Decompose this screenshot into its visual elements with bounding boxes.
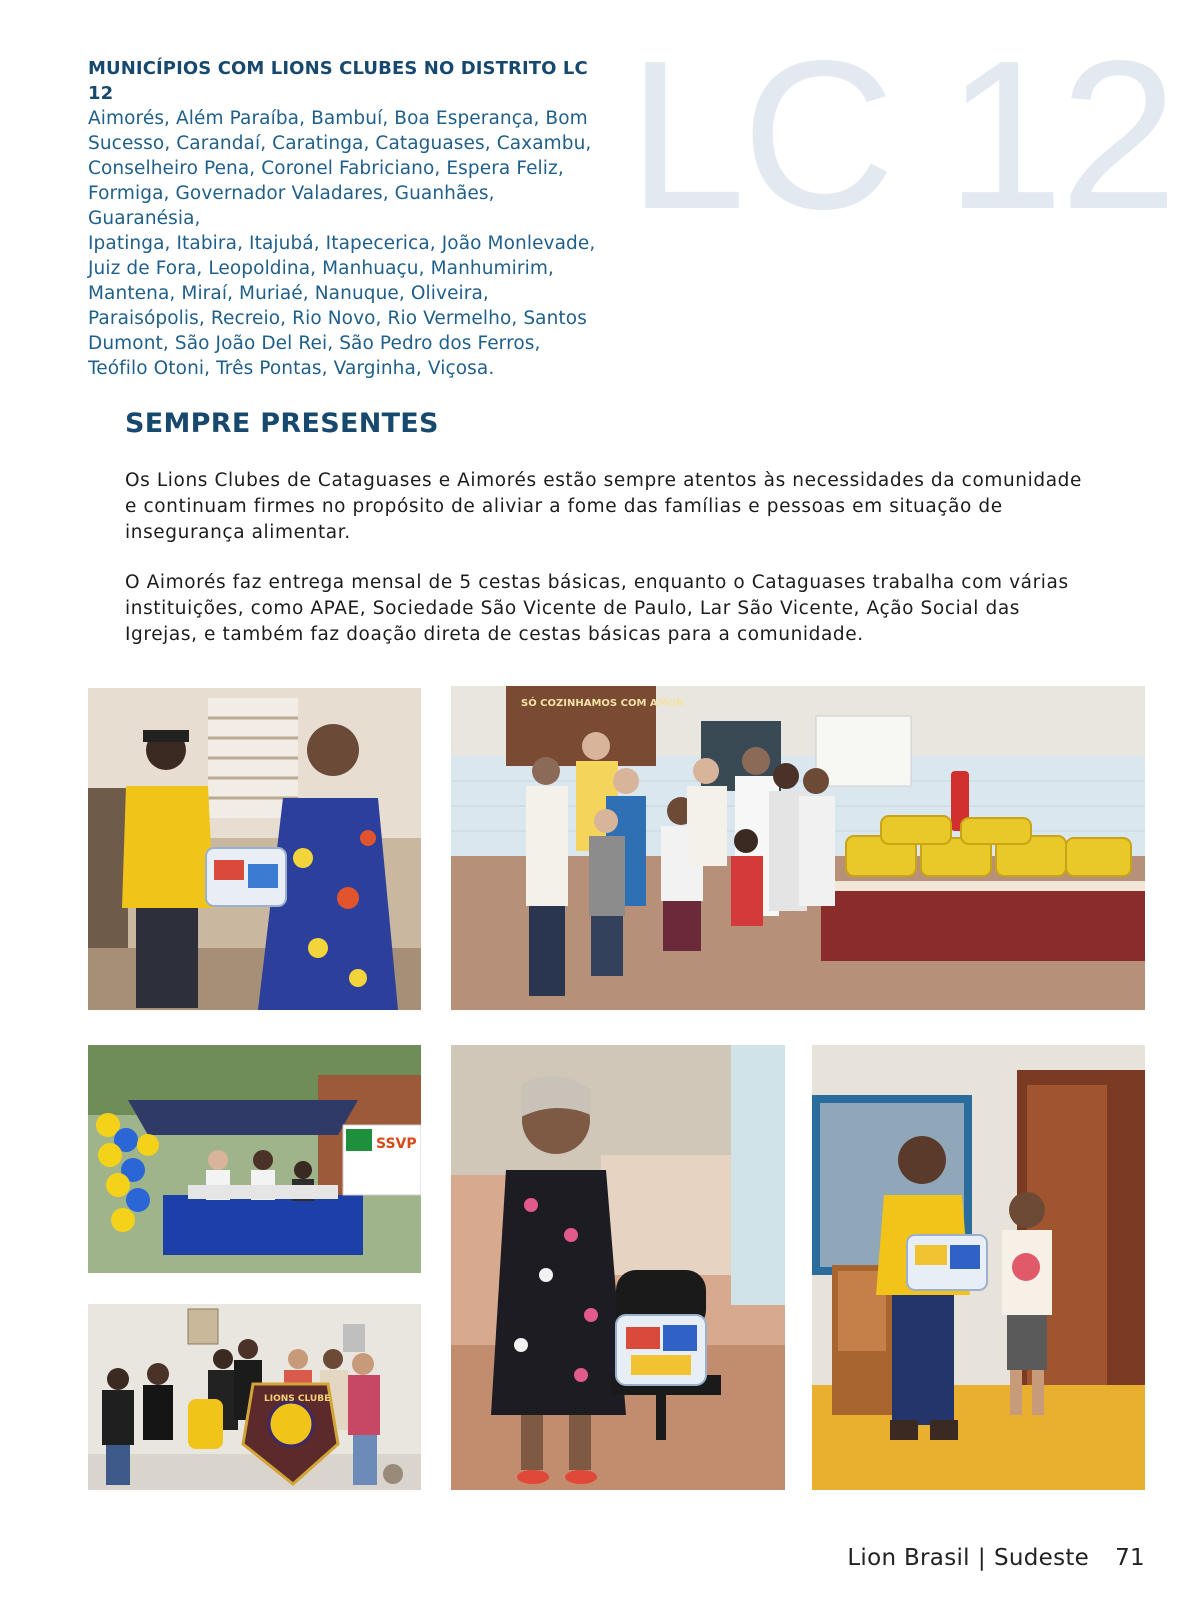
paragraph-line: e continuam firmes no propósito de aliviar a fome das famílias e pessoas em situação de [125,496,1003,517]
municipalities-line: Sucesso, Carandaí, Caratinga, Cataguases, Caxambu, [88,133,592,154]
municipalities-line: Mantena, Miraí, Muriaé, Nanuque, Oliveira, [88,283,489,304]
photo-group-banner [88,1304,421,1490]
paragraph-1 [125,468,1115,546]
municipalities-list [88,56,608,381]
paragraph-line: Os Lions Clubes de Cataguases e Aimorés estão sempre atentos às necessidades da comunidade [125,470,1082,491]
tent-sign-text: SSVP [376,1136,417,1152]
municipalities-line: Dumont, São João Del Rei, São Pedro dos Ferros, [88,333,541,354]
banner-text: LIONS CLUBE [264,1394,331,1404]
section-title: SEMPRE PRESENTES [125,408,439,439]
region-name: Sudeste [993,1545,1090,1571]
photo-elderly-woman-basket [451,1045,785,1490]
photo-outdoor-tent [88,1045,421,1273]
district-watermark: LC 12 [628,16,1174,253]
municipalities-line: Juiz de Fora, Leopoldina, Manhuaçu, Manhumirim, [88,258,554,279]
paragraph-line: insegurança alimentar. [125,522,351,543]
photo-donation-elderly-woman [88,688,421,1010]
municipalities-line: Aimorés, Além Paraíba, Bambuí, Boa Esperança, Bom [88,108,588,129]
photo-volunteer-door [812,1045,1145,1490]
municipalities-line: Conselheiro Pena, Coronel Fabriciano, Espera Feliz, [88,158,564,179]
footer-separator: | [977,1545,986,1571]
paragraph-line: instituições, como APAE, Sociedade São Vicente de Paulo, Lar São Vicente, Ação Social das [125,598,1021,619]
municipalities-line: Teófilo Otoni, Três Pontas, Varginha, Viçosa. [88,358,495,379]
municipalities-heading: MUNICÍPIOS COM LIONS CLUBES NO DISTRITO LC 12 [88,58,588,104]
photo-group-kitchen [451,686,1145,1010]
paragraph-2 [125,570,1115,648]
municipalities-line: Ipatinga, Itabira, Itajubá, Itapecerica, João Monlevade, [88,233,596,254]
municipalities-line: Paraisópolis, Recreio, Rio Novo, Rio Vermelho, Santos [88,308,587,329]
paragraph-line: Igrejas, e também faz doação direta de cestas básicas para a comunidade. [125,624,864,645]
paragraph-line: O Aimorés faz entrega mensal de 5 cestas básicas, enquanto o Cataguases trabalha com várias [125,572,1069,593]
municipalities-line: Formiga, Governador Valadares, Guanhães, Guaranésia, [88,183,495,229]
page-number: 71 [1115,1545,1145,1571]
kitchen-banner-text: SÓ COZINHAMOS COM AMOR [521,698,684,709]
page-footer [847,1545,1145,1571]
publication-name: Lion Brasil [847,1545,970,1571]
